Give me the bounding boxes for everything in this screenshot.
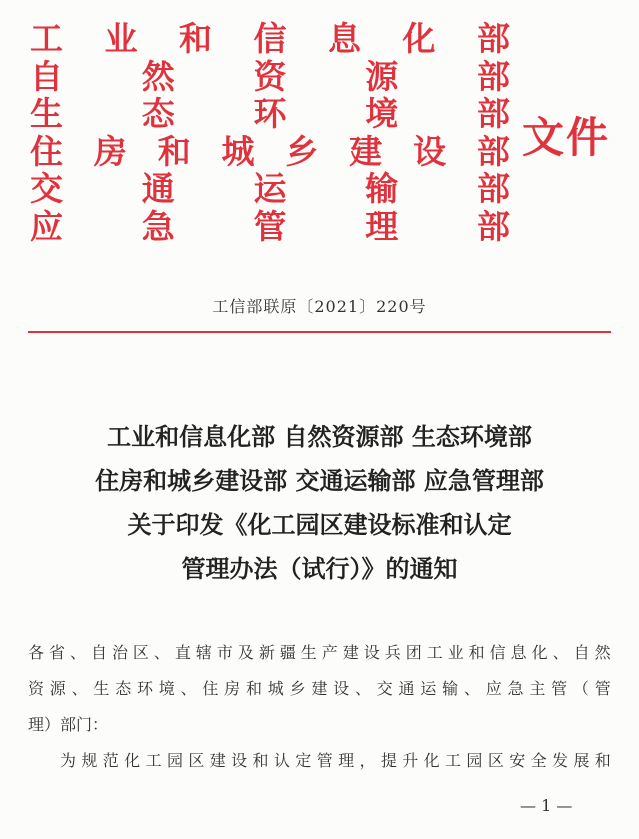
body-char: 乡 — [289, 679, 306, 698]
body-char: 业 — [447, 643, 464, 662]
body-char: 理 — [338, 751, 355, 770]
body-char: 和 — [245, 679, 262, 698]
body-char: 、 — [180, 679, 197, 698]
body-char: 设 — [231, 751, 248, 770]
issuer-char: 部 — [477, 169, 510, 208]
body-char: 区 — [132, 643, 149, 662]
issuer-char: 建 — [349, 131, 383, 171]
recipients-line — [28, 635, 611, 671]
body-char: 急 — [507, 679, 524, 698]
title-line: 管理办法（试行）》的通知 — [181, 554, 458, 583]
body-char: 园 — [166, 751, 183, 770]
body-char: 认 — [273, 751, 290, 770]
issuer-row — [30, 58, 510, 96]
document-title — [0, 415, 639, 591]
document-number: 工信部联原〔2021〕220号 — [212, 297, 427, 316]
body-char: 生 — [93, 679, 110, 698]
body-char: 及 — [237, 643, 254, 662]
body-char: 定 — [295, 751, 312, 770]
body-char: 自 — [573, 643, 590, 662]
body-char: 城 — [267, 679, 284, 698]
body-char: 升 — [402, 751, 419, 770]
issuer-char: 业 — [104, 19, 138, 58]
body-char: 展 — [573, 751, 590, 770]
body-char: 运 — [420, 679, 437, 698]
body-char: 全 — [530, 751, 547, 770]
body-char: 化 — [531, 643, 548, 662]
title-line: 住房和城乡建设部 交通运输部 应急管理部 — [95, 466, 544, 495]
body-char: 输 — [442, 679, 459, 698]
issuer-char: 部 — [476, 131, 510, 171]
body-char: 应 — [485, 679, 502, 698]
issuing-departments — [30, 20, 510, 245]
body-char: 产 — [321, 643, 338, 662]
issuer-char: 交 — [30, 169, 63, 208]
body-char: 安 — [509, 751, 526, 770]
issuer-row — [30, 208, 510, 246]
body-char: ， — [359, 751, 376, 770]
issuer-char: 源 — [365, 56, 399, 96]
issuer-row — [30, 170, 510, 208]
issuer-char: 急 — [141, 206, 175, 246]
body-char: 区 — [487, 751, 504, 770]
issuer-char: 自 — [30, 56, 63, 96]
body-char: 、 — [71, 679, 88, 698]
red-divider — [28, 331, 611, 333]
body-char: 疆 — [279, 643, 296, 662]
issuer-char: 境 — [365, 94, 399, 133]
body-char: 、 — [69, 643, 86, 662]
recipients-line: 理）部门： — [28, 715, 109, 734]
body-char: 新 — [258, 643, 275, 662]
body-char: 管 — [551, 679, 568, 698]
body-char: 境 — [158, 679, 175, 698]
body-char: 然 — [594, 643, 611, 662]
body-char: 住 — [202, 679, 219, 698]
body-char: 交 — [376, 679, 393, 698]
body-char: 工 — [426, 643, 443, 662]
body-char: 团 — [405, 643, 422, 662]
issuer-char: 输 — [365, 169, 399, 208]
body-char: 和 — [468, 643, 485, 662]
issuer-char: 生 — [30, 94, 63, 133]
body-char: 为 — [60, 751, 77, 770]
body-char: 源 — [49, 679, 66, 698]
issuer-char: 乡 — [285, 131, 319, 171]
body-char: 化 — [423, 751, 440, 770]
body-char: 设 — [363, 643, 380, 662]
issuer-row — [30, 95, 510, 133]
issuer-char: 住 — [30, 131, 63, 171]
body-char: 建 — [342, 643, 359, 662]
body-char: 治 — [111, 643, 128, 662]
body-char: 、 — [552, 643, 569, 662]
body-char: 建 — [311, 679, 328, 698]
issuer-char: 房 — [93, 131, 127, 171]
body-char: 和 — [252, 751, 269, 770]
body-char: 和 — [594, 751, 611, 770]
recipients-line — [28, 671, 611, 707]
body-char: 规 — [81, 751, 98, 770]
issuer-char: 和 — [179, 19, 212, 58]
body-char: 环 — [136, 679, 153, 698]
body-char: 园 — [466, 751, 483, 770]
body-char: 化 — [124, 751, 141, 770]
document-body — [28, 635, 611, 779]
body-char: 辖 — [195, 643, 212, 662]
issuer-char: 资 — [253, 56, 287, 96]
body-char: 省 — [48, 643, 65, 662]
body-char: 态 — [115, 679, 132, 698]
issuer-char: 城 — [221, 131, 255, 171]
body-char: 主 — [529, 679, 546, 698]
body-char: 各 — [28, 643, 45, 662]
body-char: 设 — [333, 679, 350, 698]
body-char: 工 — [145, 751, 162, 770]
issuer-char: 应 — [30, 206, 63, 246]
issuer-char: 运 — [253, 169, 287, 208]
body-char: 工 — [445, 751, 462, 770]
body-char: 建 — [209, 751, 226, 770]
body-char: 提 — [380, 751, 397, 770]
issuer-char: 设 — [413, 131, 447, 171]
file-label: 文件 — [522, 113, 611, 162]
issuer-char: 工 — [30, 19, 63, 58]
issuer-char: 部 — [477, 19, 510, 58]
body-char: 、 — [354, 679, 371, 698]
body-char: 区 — [188, 751, 205, 770]
body-char: 、 — [463, 679, 480, 698]
body-char: 息 — [510, 643, 527, 662]
body-char: 兵 — [384, 643, 401, 662]
body-char: 房 — [224, 679, 241, 698]
paragraph-line — [28, 743, 611, 779]
issuer-char: 管 — [253, 206, 287, 246]
issuer-row — [30, 133, 510, 171]
body-char: （ — [572, 679, 589, 698]
issuer-char: 息 — [328, 19, 361, 58]
body-char: 发 — [551, 751, 568, 770]
body-char: 管 — [316, 751, 333, 770]
issuer-char: 化 — [402, 19, 436, 58]
issuer-char: 部 — [477, 56, 510, 96]
issuer-row — [30, 20, 510, 58]
title-line: 关于印发《化工园区建设标准和认定 — [127, 510, 512, 539]
body-char: 通 — [398, 679, 415, 698]
body-char: 、 — [153, 643, 170, 662]
title-line: 工业和信息化部 自然资源部 生态环境部 — [107, 422, 532, 451]
body-char: 市 — [216, 643, 233, 662]
issuer-char: 理 — [365, 206, 399, 246]
body-char: 资 — [28, 679, 45, 698]
body-char: 生 — [300, 643, 317, 662]
body-char: 管 — [594, 679, 611, 698]
issuer-char: 信 — [253, 19, 287, 58]
body-char: 直 — [174, 643, 191, 662]
body-char: 信 — [489, 643, 506, 662]
issuer-char: 和 — [157, 131, 191, 171]
issuer-char: 态 — [141, 94, 175, 133]
body-char: 自 — [90, 643, 107, 662]
body-char: 范 — [102, 751, 119, 770]
issuer-char: 通 — [141, 169, 175, 208]
issuer-char: 然 — [141, 56, 175, 96]
issuer-char: 部 — [477, 206, 510, 246]
issuer-char: 部 — [477, 94, 510, 133]
issuer-char: 环 — [253, 94, 287, 133]
page-number: — 1 — — [520, 796, 573, 815]
